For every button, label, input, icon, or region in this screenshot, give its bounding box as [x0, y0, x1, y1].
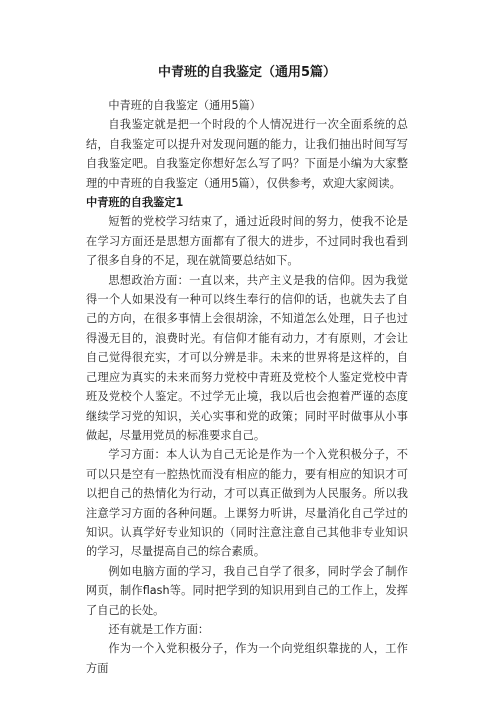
- document-title: 中青班的自我鉴定（通用5篇）: [157, 65, 337, 80]
- section-heading: 中青班的自我鉴定1: [86, 196, 184, 210]
- body-paragraph-3: 学习方面：本人认为自己无论是作为一个入党积极分子，不可以只是空有一腔热忱而没有相应的能力，要有相应的知识才可以把自己的热情化为行动，才可以真正做到为人民服务。所以我注意学习方面的各种问题。上课努力听讲，尽量消化自己学过的知识。认真学好专业知识的（同时注意注意自己其他非专业知识的学习，尽量提高自己的综合素质。: [86, 448, 408, 559]
- body-paragraph-5: 还有就是工作方面：: [108, 622, 210, 636]
- body-paragraph-4: 例如电脑方面的学习，我自己自学了很多，同时学会了制作网页，制作flash等。同时把学到的知识用到自己的工作上，发挥了自己的长处。: [86, 564, 408, 617]
- intro-subtitle: 中青班的自我鉴定（通用5篇）: [108, 99, 261, 112]
- intro-paragraph: 自我鉴定就是把一个时段的个人情况进行一次全面系统的总结，自我鉴定可以提升对发现问题的能力，让我们抽出时间写写自我鉴定吧。自我鉴定你想好怎么写了吗？下面是小编为大家整理的中青班的自我鉴定（通用5篇），仅供参考，欢迎大家阅读。: [86, 118, 408, 190]
- body-paragraph-6: 作为一个入党积极分子，作为一个向党组织靠拢的人，工作方面: [86, 642, 408, 675]
- body-paragraph-2: 思想政治方面：一直以来，共产主义是我的信仰。因为我觉得一个人如果没有一种可以终生奉行的信仰的话，也就失去了自己的方向，在很多事情上会很胡涂，不知道怎么处理，日子也过得漫无目的，浪费时光。有信仰才能有动力，才有原则，才会让自己觉得很充实，才可以分辨是非。未来的世界将是这样的，自己理应为真实的未来而努力党校中青班及党校个人鉴定党校中青班及党校个人鉴定。不过学无止境，我以后也会抱着严谨的态度继续学习党的知识，关心实事和党的政策；同时平时做事从小事做起，尽量用党员的标准要求自己。: [86, 273, 408, 442]
- body-paragraph-1: 短暂的党校学习结束了，通过近段时间的努力，使我不论是在学习方面还是思想方面都有了很大的进步，不过同时我也看到了很多自身的不足，现在就简要总结如下。: [86, 215, 408, 268]
